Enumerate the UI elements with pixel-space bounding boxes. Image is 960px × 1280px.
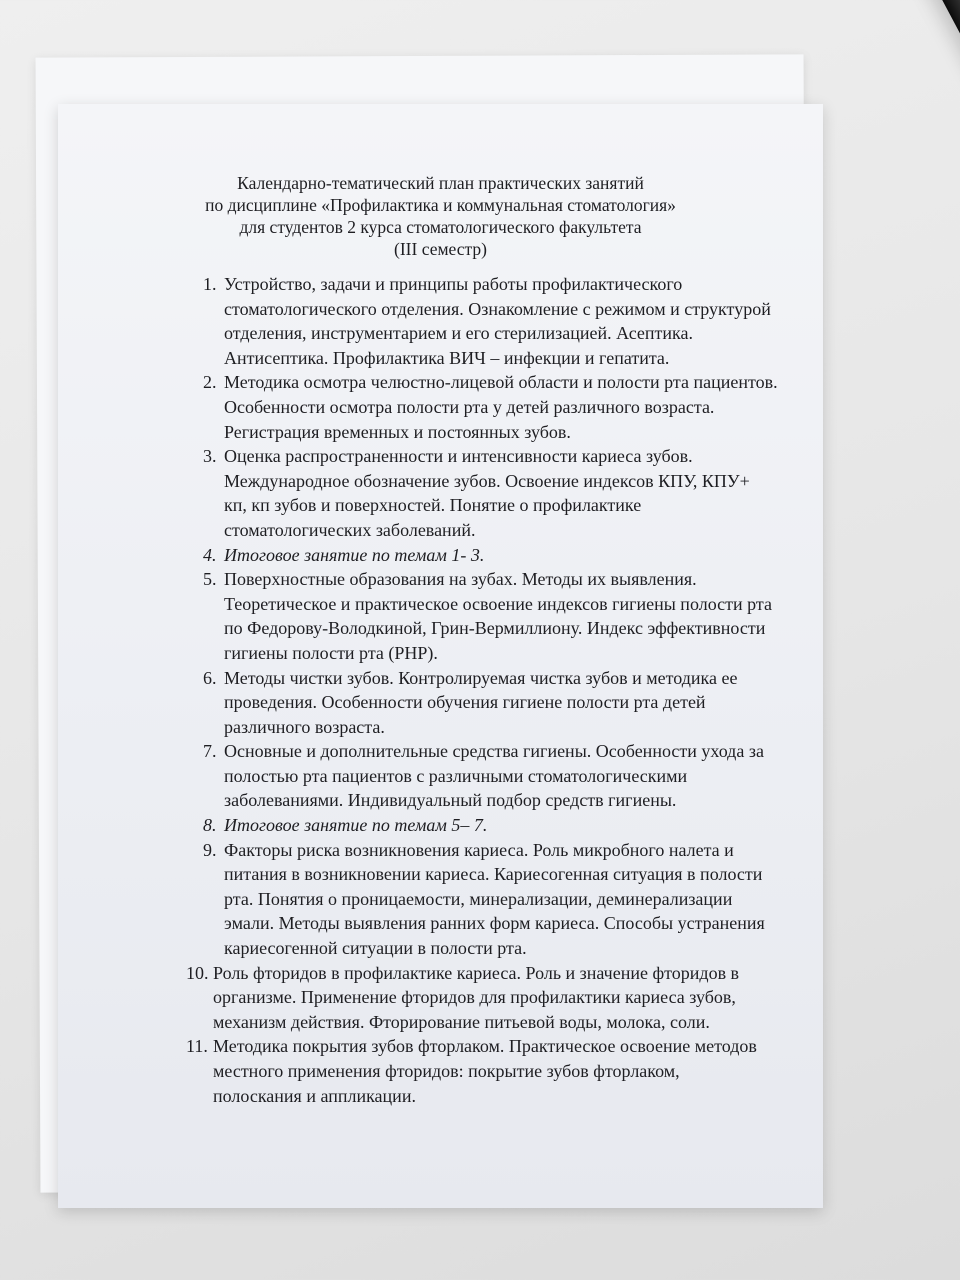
item-text-line: Особенности осмотра полости рта у детей различного возраста. [224, 396, 715, 417]
item-text-line: эмали. Методы выявления ранних форм кариеса. Способы устранения [224, 913, 765, 934]
list-item [58, 961, 823, 1035]
list-item [58, 272, 823, 370]
item-text-line: кариесогенной ситуации в полости рта. [224, 938, 527, 959]
item-text-line: местного применения фторидов: покрытие зубов фторлаком, [213, 1061, 680, 1081]
item-text-line: Антисептика. Профилактика ВИЧ – инфекции и гепатита. [224, 347, 670, 368]
item-text-line: Теоретическое и практическое освоение индексов гигиены полости рта [224, 593, 772, 614]
item-text-line: полоскания и аппликации. [213, 1085, 416, 1106]
header-audience: для студентов 2 курса стоматологического факультета [239, 217, 642, 237]
item-number: 1. [203, 274, 217, 294]
item-number: 3. [203, 446, 217, 467]
item-number: 2. [203, 372, 217, 393]
item-text-line: механизм действия. Фторирование питьевой воды, молока, соли. [213, 1011, 710, 1032]
list-item [58, 1034, 823, 1108]
item-number: 4. [203, 544, 217, 565]
item-text-line: кп, кп зубов и поверхностей. Понятие о профилактике [224, 495, 642, 516]
item-text-line: полостью рта пациентов с различными стоматологическими [224, 765, 688, 786]
item-text-line: организме. Применение фторидов для профилактики кариеса зубов, [213, 987, 736, 1008]
item-number: 6. [203, 667, 217, 688]
item-number: 9. [203, 839, 217, 860]
document-header [58, 172, 823, 260]
item-text-line: Методика покрытия зубов фторлаком. Практическое освоение методов [213, 1036, 757, 1057]
item-number: 8. [203, 815, 217, 836]
item-text-line: отделения, инструментарием и его стерилизацией. Асептика. [224, 323, 694, 344]
item-text-line: Устройство, задачи и принципы работы профилактического [224, 274, 683, 294]
item-text-line: Международное обозначение зубов. Освоение индексов КПУ, КПУ+ [224, 470, 750, 491]
item-text-line: заболеваниями. Индивидуальный подбор средств гигиены. [224, 790, 677, 811]
list-item [58, 370, 823, 444]
list-item [58, 838, 823, 961]
document-page [58, 104, 823, 1208]
item-text-line: Регистрация временных и постоянных зубов. [224, 421, 571, 442]
header-semester: (III семестр) [394, 239, 487, 259]
list-item-final-lesson [58, 813, 823, 838]
item-text-line: гигиены полости рта (PHP). [224, 642, 438, 663]
item-text-line: Основные и дополнительные средства гигиены. Особенности ухода за [224, 741, 764, 762]
list-item [58, 444, 823, 542]
list-item-final-lesson [58, 543, 823, 568]
item-text-line: Роль фторидов в профилактике кариеса. Роль и значение фторидов в [213, 962, 740, 983]
item-text-line: по Федорову-Володкиной, Грин-Вермиллиону. Индекс эффективности [224, 618, 766, 639]
item-text-line: Методика осмотра челюстно-лицевой области и полости рта пациентов. [224, 372, 778, 393]
item-text-line: Оценка распространенности и интенсивности кариеса зубов. [224, 446, 693, 467]
item-text-line: стоматологических заболеваний. [224, 519, 476, 540]
topic-list [58, 272, 823, 1108]
list-item [58, 666, 823, 740]
item-text-line: Методы чистки зубов. Контролируемая чистка зубов и методика ее [224, 667, 738, 688]
list-item [58, 739, 823, 813]
item-number: 11. [186, 1036, 208, 1057]
item-number: 5. [203, 569, 217, 590]
item-text-line: Итоговое занятие по темам 1- 3. [224, 544, 485, 565]
header-discipline: по дисциплине «Профилактика и коммунальная стоматология» [205, 195, 676, 215]
item-text-line: питания в возникновении кариеса. Кариесогенная ситуация в полости [224, 864, 763, 885]
pen [905, 0, 960, 221]
item-text-line: Поверхностные образования на зубах. Методы их выявления. [224, 569, 697, 590]
item-number: 10. [186, 962, 209, 983]
item-text-line: Итоговое занятие по темам 5– 7. [224, 815, 488, 836]
item-text-line: стоматологического отделения. Ознакомление с режимом и структурой [224, 298, 771, 319]
item-text-line: рта. Понятия о проницаемости, минерализации, деминерализации [224, 888, 733, 909]
item-text-line: различного возраста. [224, 716, 385, 737]
header-title: Календарно-тематический план практических занятий [237, 173, 644, 193]
item-text-line: Факторы риска возникновения кариеса. Роль микробного налета и [224, 839, 734, 860]
item-number: 7. [203, 741, 217, 762]
item-text-line: проведения. Особенности обучения гигиене полости рта детей [224, 692, 706, 713]
list-item [58, 567, 823, 665]
